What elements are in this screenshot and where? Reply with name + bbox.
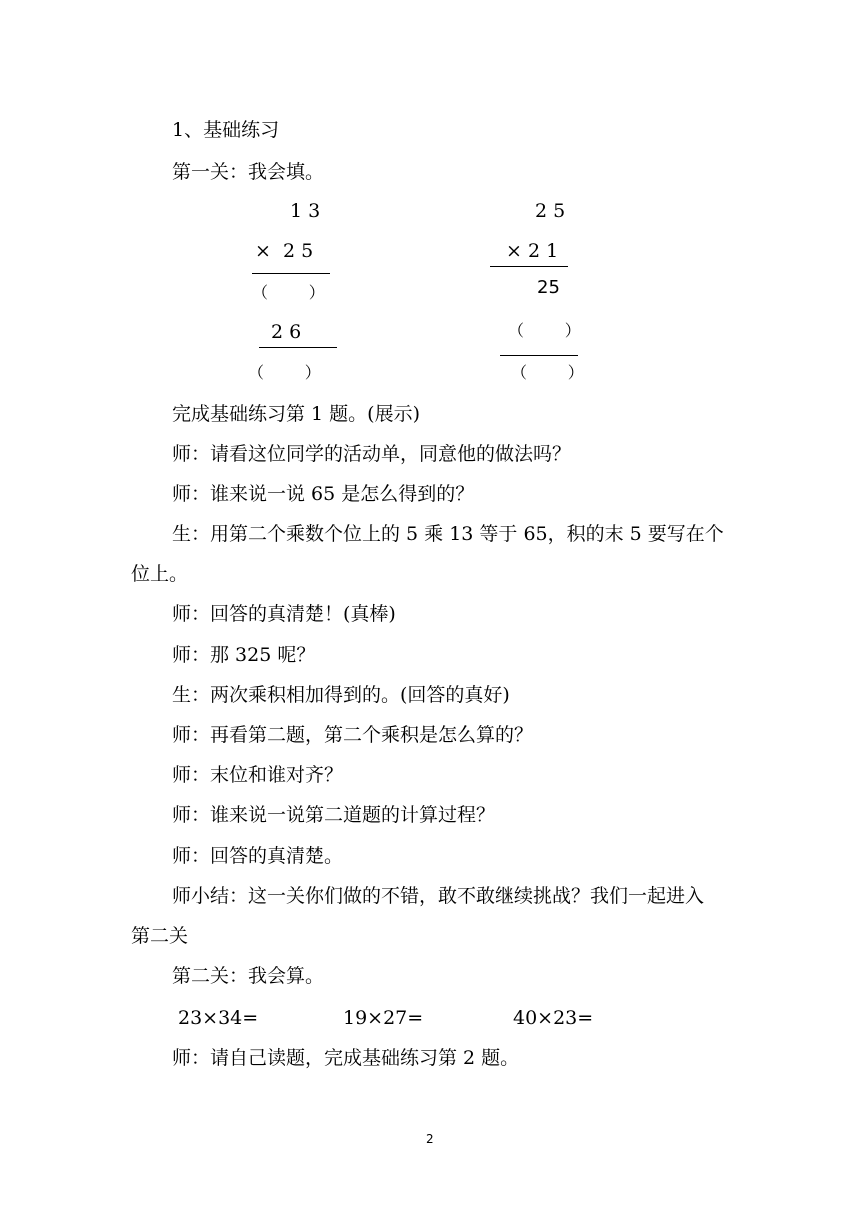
text-line: 师：回答的真清楚！(真棒)	[172, 603, 396, 625]
text-line: 生：用第二个乘数个位上的 5 乘 13 等于 65，积的末 5 要写在个	[172, 523, 724, 545]
multiplicand: 1 3	[290, 200, 321, 222]
text-line: 师：请看这位同学的活动单，同意他的做法吗？	[172, 443, 572, 465]
exercise-item: 23×34=	[178, 1007, 259, 1029]
text-line: 师：那 325 呢？	[172, 644, 316, 666]
calc-rule	[252, 273, 330, 274]
text-line: 生：两次乘积相加得到的。(回答的真好)	[172, 684, 510, 706]
exercise-item: 19×27=	[343, 1007, 424, 1029]
partial-product: 25	[537, 277, 560, 298]
answer-blank: （ ）	[248, 363, 321, 382]
level1-title: 第一关：我会填。	[172, 161, 325, 183]
text-line: 师：再看第二题，第二个乘积是怎么算的？	[172, 724, 534, 746]
calc-rule	[259, 347, 337, 348]
page-number: 2	[426, 1132, 434, 1146]
multiplier: × 2 1	[506, 240, 559, 262]
exercise-item: 40×23=	[513, 1007, 594, 1029]
calc-rule	[490, 266, 568, 267]
text-line: 师：请自己读题，完成基础练习第 2 题。	[172, 1047, 520, 1069]
multiplicand: 2 5	[535, 200, 566, 222]
multiplier: × 2 5	[255, 240, 314, 262]
text-line: 师小结：这一关你们做的不错，敢不敢继续挑战？我们一起进入	[172, 885, 705, 907]
answer-blank: （ ）	[508, 321, 581, 340]
partial-product: 2 6	[271, 321, 302, 343]
text-line: 位上。	[131, 563, 189, 585]
section-heading: 1、基础练习	[172, 119, 280, 141]
text-line: 师：谁来说一说 65 是怎么得到的？	[172, 483, 475, 505]
calc-rule	[500, 355, 578, 356]
answer-blank: （ ）	[252, 283, 325, 302]
text-line: 师：回答的真清楚。	[172, 845, 344, 867]
text-line: 师：末位和谁对齐？	[172, 764, 344, 786]
text-line: 完成基础练习第 1 题。(展示)	[172, 403, 420, 425]
answer-blank: （ ）	[511, 363, 584, 382]
text-line: 师：谁来说一说第二道题的计算过程？	[172, 804, 496, 826]
level2-title: 第二关：我会算。	[172, 965, 325, 987]
text-line: 第二关	[131, 925, 189, 947]
